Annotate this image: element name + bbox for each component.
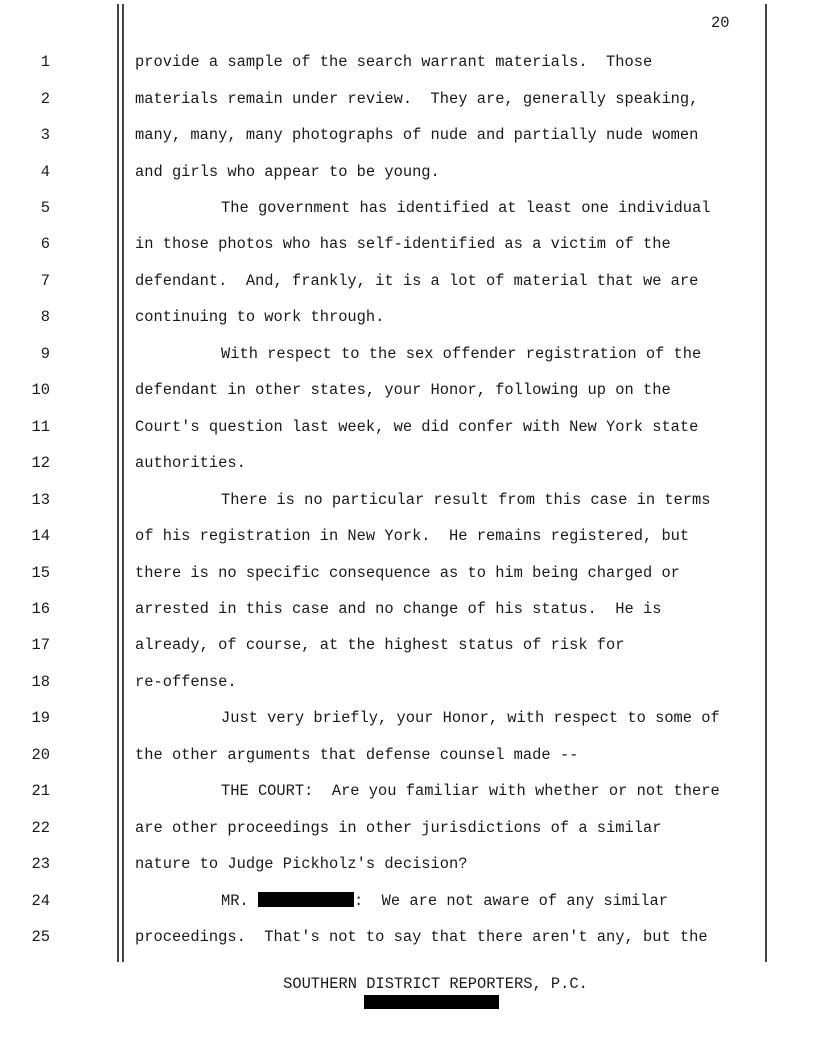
transcript-line: [0, 235, 760, 257]
transcript-line: [0, 454, 760, 476]
transcript-line: [0, 163, 760, 185]
line-text: There is no particular result from this case in terms: [221, 491, 711, 509]
line-number: 20: [31, 746, 50, 764]
right-margin-rule: [765, 4, 767, 962]
line-text: defendant in other states, your Honor, following up on the: [135, 381, 671, 399]
transcript-line: [0, 126, 760, 148]
line-number: 14: [31, 527, 50, 545]
line-number: 11: [31, 418, 50, 436]
transcript-line: [0, 345, 760, 367]
page-footer: SOUTHERN DISTRICT REPORTERS, P.C.: [283, 975, 588, 993]
transcript-line: [0, 892, 760, 914]
redacted-footer-info: [364, 995, 499, 1009]
line-text: re-offense.: [135, 673, 237, 691]
transcript-line: [0, 928, 760, 950]
line-number: 7: [40, 272, 50, 290]
line-text: arrested in this case and no change of his status. He is: [135, 600, 662, 618]
transcript-line: [0, 636, 760, 658]
line-number: 15: [31, 564, 50, 582]
line-text: proceedings. That's not to say that there aren't any, but the: [135, 928, 708, 946]
line-number: 16: [31, 600, 50, 618]
line-text: already, of course, at the highest status of risk for: [135, 636, 625, 654]
line-text: The government has identified at least one individual: [221, 199, 711, 217]
transcript-line: [0, 53, 760, 75]
transcript-line: [0, 673, 760, 695]
line-text: authorities.: [135, 454, 246, 472]
line-text: continuing to work through.: [135, 308, 385, 326]
transcript-line: [0, 491, 760, 513]
line-text: the other arguments that defense counsel made --: [135, 746, 579, 764]
line-number: 10: [31, 381, 50, 399]
transcript-line: [0, 308, 760, 330]
transcript-line: [0, 819, 760, 841]
transcript-line: [0, 199, 760, 221]
transcript-line: [0, 272, 760, 294]
line-text: many, many, many photographs of nude and partially nude women: [135, 126, 699, 144]
line-number: 5: [40, 199, 50, 217]
line-number: 2: [40, 90, 50, 108]
line-text: nature to Judge Pickholz's decision?: [135, 855, 468, 873]
line-number: 17: [31, 636, 50, 654]
line-number: 3: [40, 126, 50, 144]
line-text: in those photos who has self-identified as a victim of the: [135, 235, 671, 253]
line-text: THE COURT: Are you familiar with whether or not there: [221, 782, 720, 800]
transcript-line: [0, 564, 760, 586]
line-text: provide a sample of the search warrant materials. Those: [135, 53, 653, 71]
line-text: [221, 892, 668, 910]
line-number: 8: [40, 308, 50, 326]
line-text: and girls who appear to be young.: [135, 163, 440, 181]
line-text: defendant. And, frankly, it is a lot of material that we are: [135, 272, 699, 290]
transcript-line: [0, 90, 760, 112]
line-text: Court's question last week, we did confer with New York state: [135, 418, 699, 436]
redacted-speaker-name: [258, 892, 354, 907]
transcript-line: [0, 381, 760, 403]
line-number: 6: [40, 235, 50, 253]
line-number: 24: [31, 892, 50, 910]
speaker-line-text: : We are not aware of any similar: [353, 892, 668, 910]
line-number: 22: [31, 819, 50, 837]
line-number: 25: [31, 928, 50, 946]
page-number: 20: [711, 14, 730, 32]
line-number: 1: [40, 53, 50, 71]
line-text: Just very briefly, your Honor, with respect to some of: [221, 709, 720, 727]
transcript-line: [0, 600, 760, 622]
line-number: 4: [40, 163, 50, 181]
line-number: 9: [40, 345, 50, 363]
line-number: 21: [31, 782, 50, 800]
line-number: 12: [31, 454, 50, 472]
transcript-line: [0, 527, 760, 549]
line-text: With respect to the sex offender registration of the: [221, 345, 702, 363]
transcript-line: [0, 709, 760, 731]
transcript-line: [0, 855, 760, 877]
line-number: 13: [31, 491, 50, 509]
line-text: materials remain under review. They are, generally speaking,: [135, 90, 699, 108]
line-text: of his registration in New York. He remains registered, but: [135, 527, 690, 545]
line-text: are other proceedings in other jurisdictions of a similar: [135, 819, 662, 837]
transcript-line: [0, 418, 760, 440]
line-number: 23: [31, 855, 50, 873]
transcript-line: [0, 782, 760, 804]
line-text: there is no specific consequence as to him being charged or: [135, 564, 680, 582]
speaker-prefix: MR.: [221, 892, 249, 910]
line-number: 19: [31, 709, 50, 727]
transcript-line: [0, 746, 760, 768]
line-number: 18: [31, 673, 50, 691]
